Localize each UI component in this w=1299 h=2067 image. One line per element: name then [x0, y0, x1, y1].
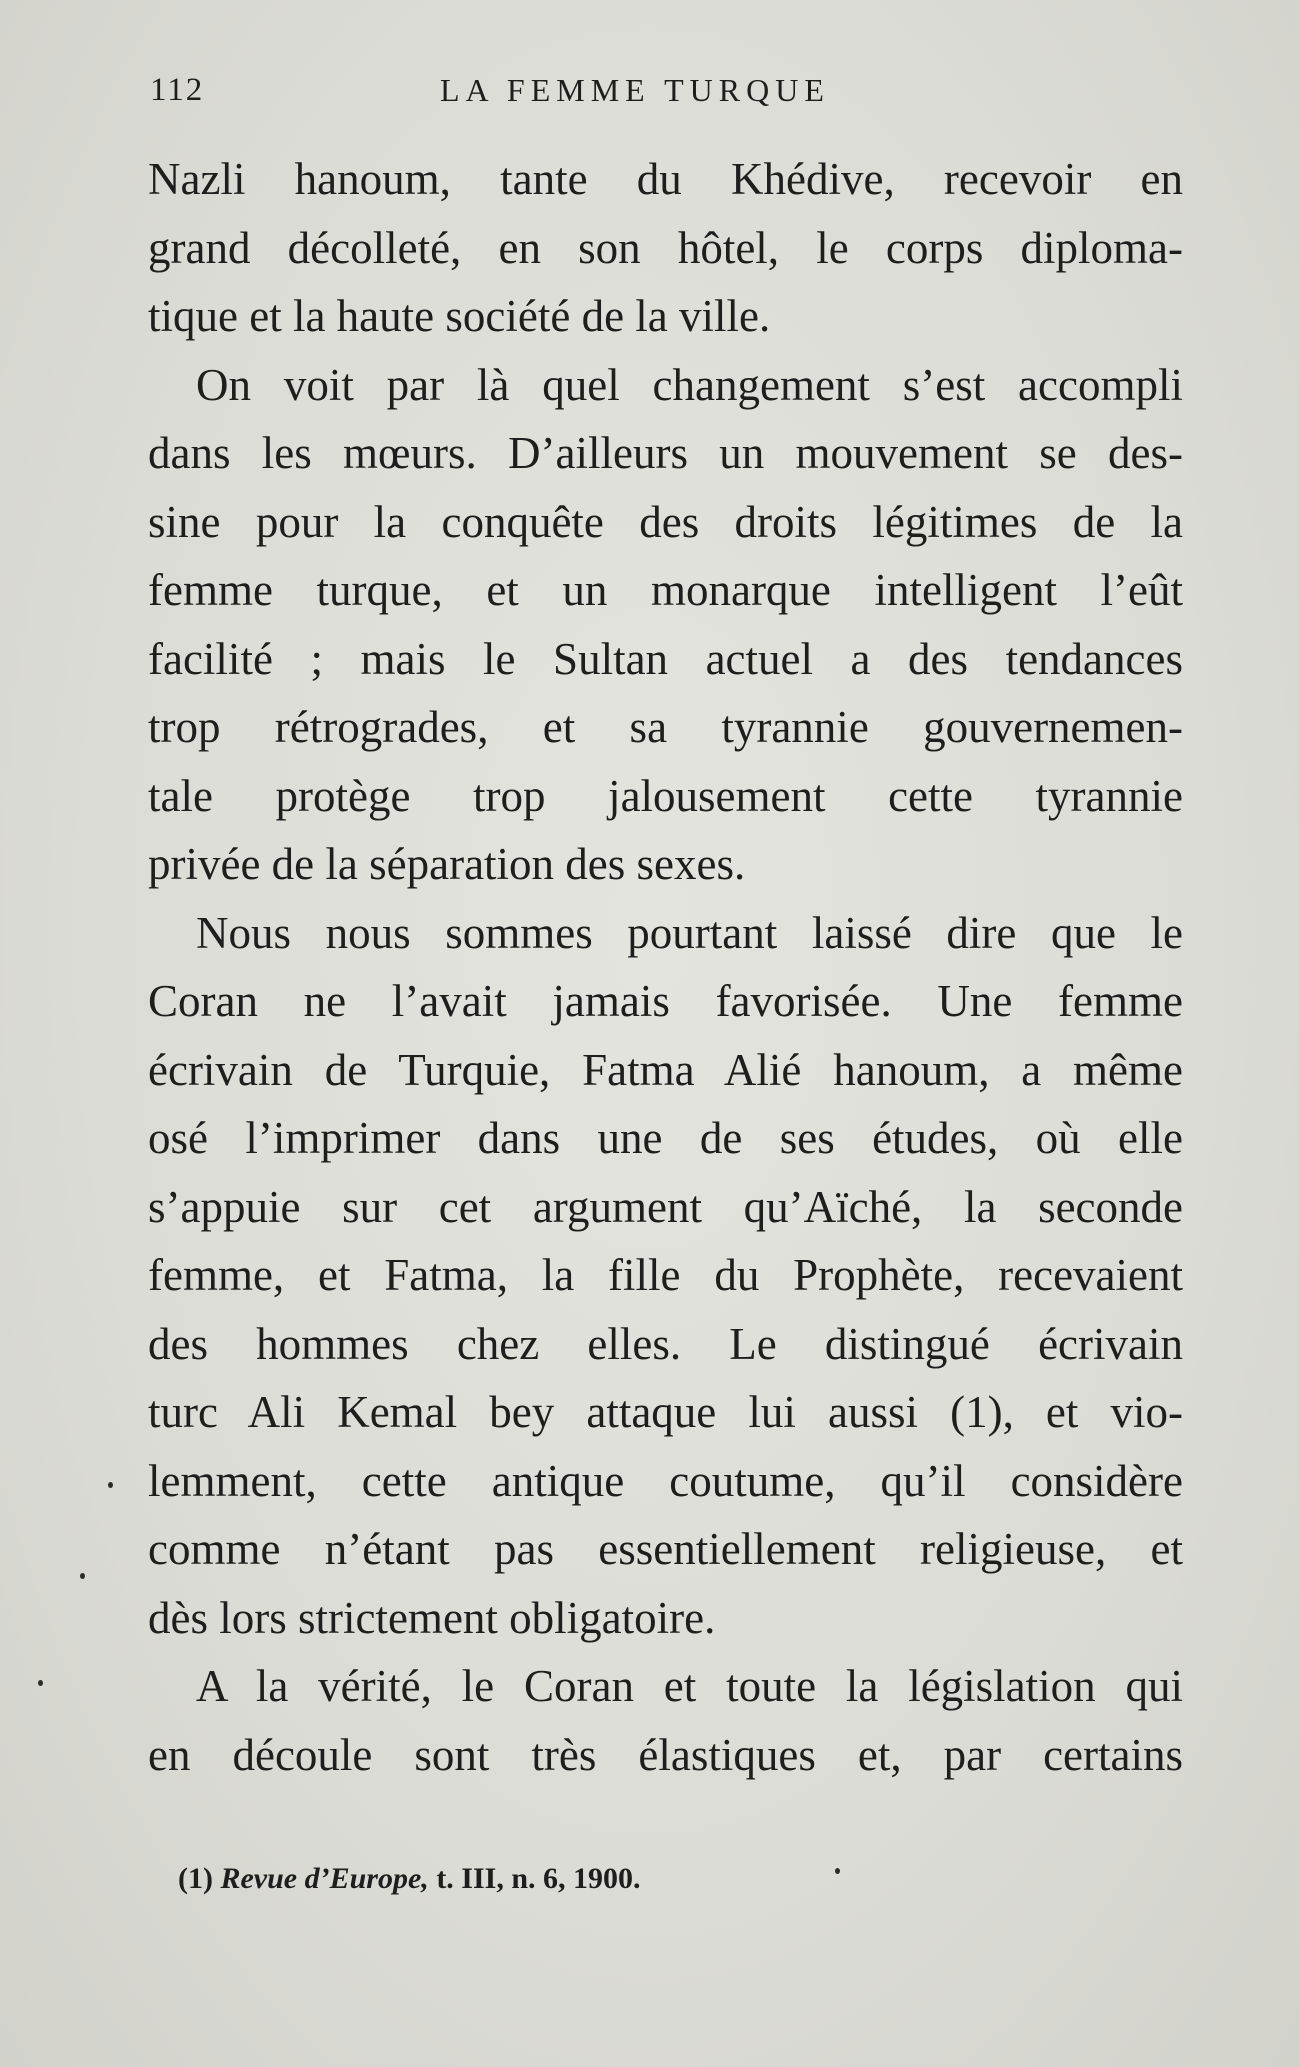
text-line: privée de la séparation des sexes. [148, 839, 746, 889]
text-line: Nazli hanoum, tante du Khédive, recevoir en [148, 154, 1183, 204]
text-line: comme n’étant pas essentiellement religieuse, et [148, 1524, 1183, 1574]
text-line: dans les mœurs. D’ailleurs un mouvement se des- [148, 428, 1183, 478]
print-speck [108, 1482, 113, 1488]
text-line: osé l’imprimer dans une de ses études, où elle [148, 1113, 1183, 1163]
running-title: LA FEMME TURQUE [440, 72, 830, 108]
text-line: lemment, cette antique coutume, qu’il considère [148, 1455, 1183, 1506]
text-line: Nous nous sommes pourtant laissé dire que le [196, 907, 1183, 958]
text-line: tale protège trop jalousement cette tyrannie [148, 770, 1183, 821]
text-line: sine pour la conquête des droits légitimes de la [148, 496, 1183, 547]
text-line: On voit par là quel changement s’est accompli [196, 359, 1183, 410]
page-number: 112 [150, 72, 205, 108]
footnote-marker: (1) [178, 1862, 213, 1895]
running-head [150, 72, 1190, 112]
footnote-citation: t. III, n. 6, 1900. [436, 1862, 641, 1895]
text-line: turc Ali Kemal bey attaque lui aussi (1), et vio- [148, 1387, 1183, 1437]
print-speck [835, 1868, 840, 1874]
text-line: grand décolleté, en son hôtel, le corps diploma- [148, 222, 1183, 273]
body-text [148, 145, 1183, 1789]
text-line: tique et la haute société de la ville. [148, 291, 771, 341]
print-speck [80, 1573, 85, 1579]
print-speck [38, 1680, 43, 1686]
text-line: écrivain de Turquie, Fatma Alié hanoum, a même [148, 1044, 1183, 1095]
text-line: facilité ; mais le Sultan actuel a des tendances [148, 633, 1183, 684]
text-line: femme turque, et un monarque intelligent l’eût [148, 565, 1183, 615]
footnote [178, 1862, 641, 1896]
text-line: s’appuie sur cet argument qu’Aïché, la seconde [148, 1181, 1183, 1232]
text-line: trop rétrogrades, et sa tyrannie gouvernemen- [148, 702, 1183, 752]
text-line: dès lors strictement obligatoire. [148, 1592, 716, 1643]
text-line: A la vérité, le Coran et toute la législation qui [196, 1661, 1183, 1711]
text-line: des hommes chez elles. Le distingué écrivain [148, 1318, 1183, 1369]
footnote-source-title: Revue d’Europe, [220, 1862, 429, 1895]
text-line: en découle sont très élastiques et, par certains [148, 1729, 1183, 1780]
text-line: femme, et Fatma, la fille du Prophète, recevaient [148, 1250, 1183, 1300]
text-line: Coran ne l’avait jamais favorisée. Une femme [148, 976, 1183, 1026]
